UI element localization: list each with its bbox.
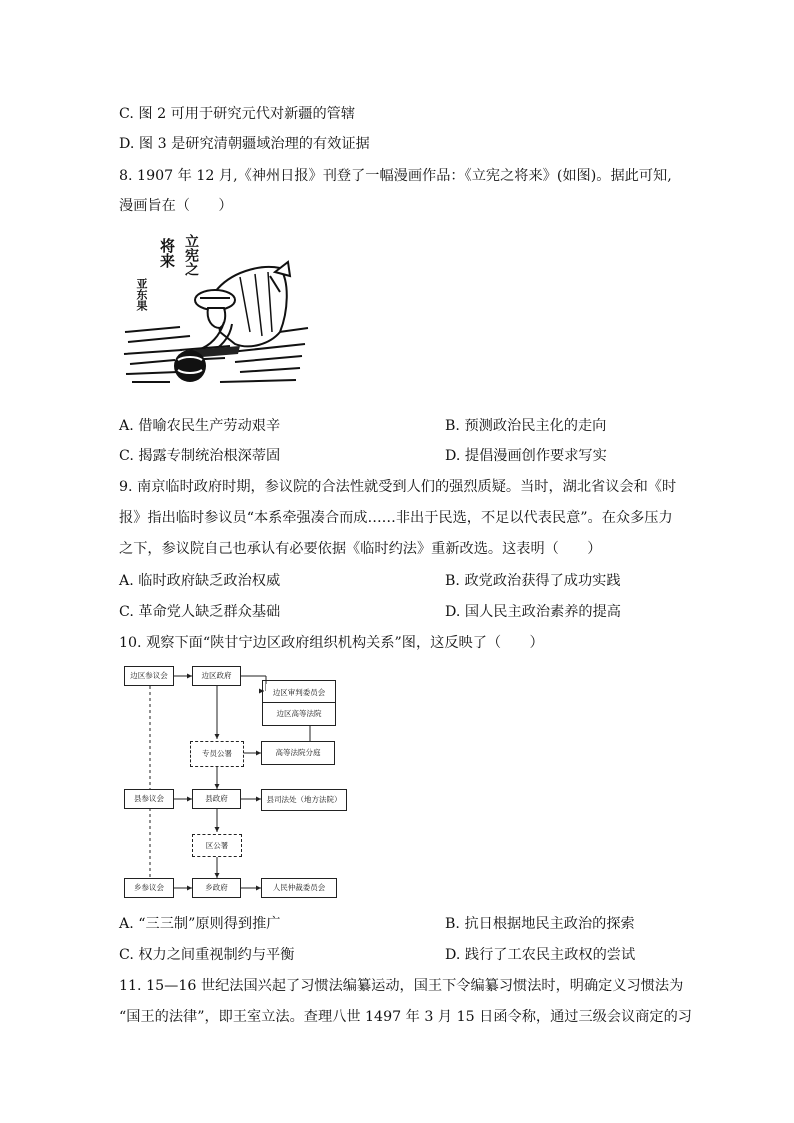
- org-structure-diagram: [120, 662, 352, 904]
- q10-option-d[interactable]: D. 践行了工农民主政权的尝试: [445, 947, 636, 963]
- cartoon-title-col1: 立宪之: [183, 234, 199, 276]
- option-d-prev-question: D. 图 3 是研究清朝疆域治理的有效证据: [119, 136, 370, 152]
- question-10-stem: 10. 观察下面“陕甘宁边区政府组织机构关系”图，这反映了（ ）: [119, 635, 544, 651]
- q9-option-b[interactable]: B. 政党政治获得了成功实践: [445, 573, 621, 589]
- judicial-divider: [262, 702, 336, 703]
- question-8-stem-line1: 8. 1907 年 12 月,《神州日报》刊登了一幅漫画作品：《立宪之将来》(如图)。据此可知,: [119, 168, 672, 184]
- q10-option-b[interactable]: B. 抗日根据地民主政治的探索: [445, 916, 635, 932]
- q8-option-b[interactable]: B. 预测政治民主化的走向: [445, 418, 607, 434]
- box-border-gov: 边区政府: [192, 666, 241, 686]
- question-8-stem-line2: 漫画旨在（ ）: [119, 198, 233, 214]
- box-county-judicial: 县司法处（地方法院）: [261, 789, 347, 811]
- cartoon-constitution-future: [120, 232, 310, 394]
- question-11-stem-line2: “国王的法律”，即王室立法。查理八世 1497 年 3 月 15 日函令称，通过三级会议商定的习: [119, 1009, 692, 1025]
- box-commissioner: 专员公署: [190, 741, 244, 767]
- q9-option-a[interactable]: A. 临时政府缺乏政治权威: [119, 573, 281, 589]
- q10-option-c[interactable]: C. 权力之间重视制约与平衡: [119, 947, 295, 963]
- box-judicial-committee: 边区审判委员会: [266, 684, 332, 702]
- box-high-court: 边区高等法院: [266, 705, 332, 723]
- q9-option-d[interactable]: D. 国人民主政治素养的提高: [445, 604, 621, 620]
- box-district-office: 区公署: [192, 834, 242, 857]
- box-township-gov: 乡政府: [192, 878, 241, 898]
- q8-option-a[interactable]: A. 借喻农民生产劳动艰辛: [119, 418, 281, 434]
- q9-option-c[interactable]: C. 革命党人缺乏群众基础: [119, 604, 281, 620]
- box-county-assembly: 县参议会: [124, 789, 174, 809]
- q10-option-a[interactable]: A. “三三制”原则得到推广: [119, 916, 281, 932]
- box-county-gov: 县政府: [192, 789, 241, 809]
- q8-option-d[interactable]: D. 提倡漫画创作要求写实: [445, 448, 607, 464]
- box-high-court-branch: 高等法院分庭: [261, 741, 335, 765]
- question-9-stem-line2: 报》指出临时参议员“本系牵强凑合而成……非出于民选，不足以代表民意”。在众多压力: [119, 510, 673, 526]
- q8-option-c[interactable]: C. 揭露专制统治根深蒂固: [119, 448, 281, 464]
- question-11-stem-line1: 11. 15—16 世纪法国兴起了习惯法编纂运动，国王下令编纂习惯法时，明确定义习惯法为: [119, 978, 684, 994]
- box-border-assembly: 边区参议会: [124, 666, 174, 686]
- box-mediation-committee: 人民仲裁委员会: [261, 878, 337, 898]
- cartoon-drawing: [120, 232, 310, 394]
- question-9-stem-line1: 9. 南京临时政府时期，参议院的合法性就受到人们的强烈质疑。当时，湖北省议会和《时: [119, 479, 677, 495]
- option-c-prev-question: C. 图 2 可用于研究元代对新疆的管辖: [119, 106, 356, 122]
- cartoon-artist: 亚东果: [135, 278, 148, 311]
- cartoon-title-col2: 将来: [158, 238, 176, 268]
- question-9-stem-line3: 之下，参议院自己也承认有必要依据《临时约法》重新改选。这表明（ ）: [119, 541, 602, 557]
- box-township-assembly: 乡参议会: [124, 878, 174, 898]
